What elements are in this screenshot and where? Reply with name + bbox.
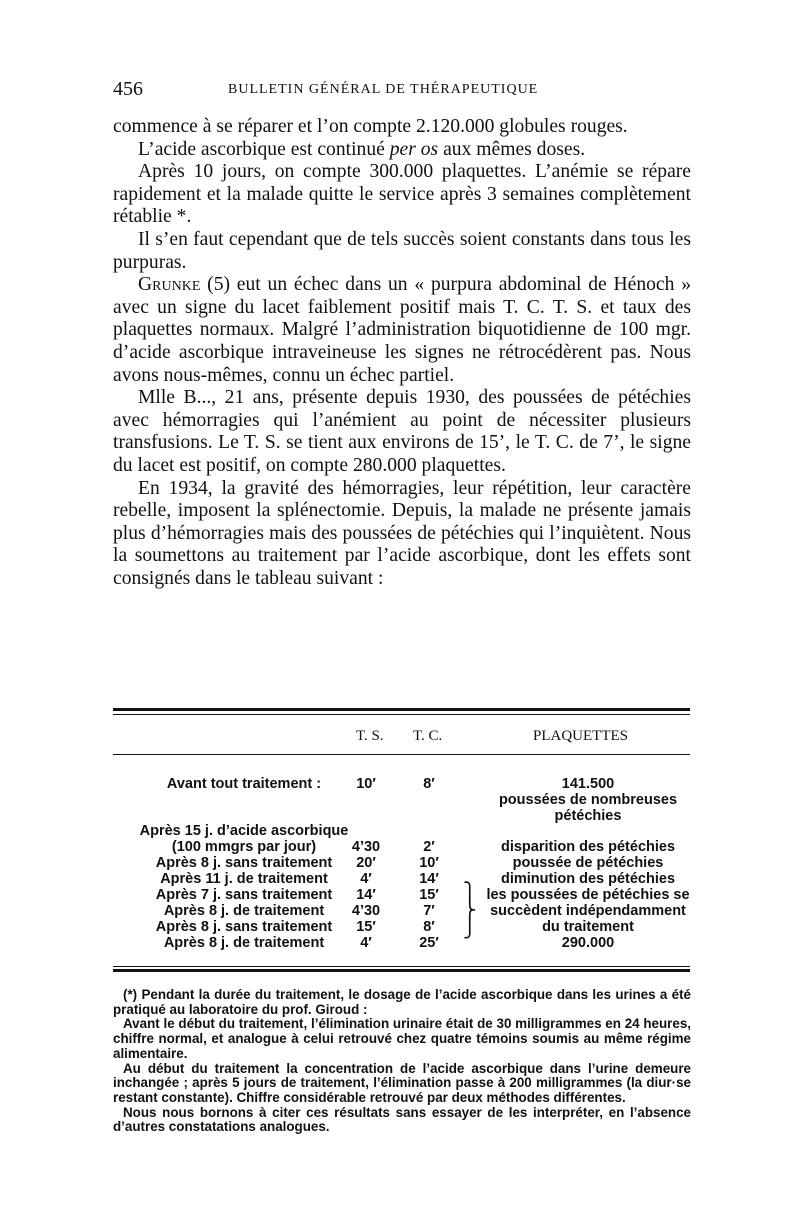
table-row-label: Après 8 j. sans traitement: [155, 855, 333, 871]
paragraph-5-text: (5) eut un échec dans un « purpura abdominal de Hénoch » avec un signe du lacet faiblement positif mais T. C. T. S. et taux des plaquettes normaux. Malgré l’administration biquotidienne de 100 mgr. d’acide ascorbique intraveineuse les signes ne rétrocédèrent pas. Nous avons nous-mêmes, connu un échec partiel.: [113, 274, 691, 386]
paragraph-1: commence à se réparer et l’on compte 2.120.000 globules rouges.: [113, 116, 628, 137]
table-row-plaquettes: poussée de pétéchies: [512, 855, 664, 871]
paragraph-6: Mlle B..., 21 ans, présente depuis 1930, des poussées de pétéchies avec hémorragies qui l’anémient au point de nécessiter plusieurs transfusions. Le T. S. se tient aux environs de 15’, le T. C. de 7’, le signe du lacet est positif, on compte 280.000 plaquettes.: [113, 387, 691, 476]
paragraph-2-part-c: aux mêmes doses.: [438, 138, 586, 160]
author-name: Grunke: [138, 274, 201, 296]
paragraph-4: Il s’en faut cependant que de tels succès soient constants dans tous les purpuras.: [113, 228, 691, 273]
footnote-2: Avant le début du traitement, l’élimination urinaire était de 30 milligrammes en 24 heures, chiffre normal, et analogue à celui retrouvé chez quatre témoins soumis au même régime alimentaire.: [113, 1016, 691, 1061]
table-row-label: Après 15 j. d’acide ascorbique: [139, 823, 349, 839]
table-row-tc: 14′: [419, 871, 439, 887]
table-row-ts: 4′: [360, 871, 372, 887]
table-row-label: Avant tout traitement :: [166, 776, 322, 792]
brace-middle: ⎬: [463, 900, 477, 921]
table-row-plaquettes: du traitement: [542, 919, 634, 935]
table-row-tc: 10′: [419, 855, 439, 871]
table-top-rule: [113, 708, 690, 711]
table-row-ts: 14′: [356, 887, 376, 903]
table-row-label: (100 mmgrs par jour): [171, 839, 317, 855]
table-bottom-rule: [113, 969, 690, 972]
footnote-1: (*) Pendant la durée du traitement, le dosage de l’acide ascorbique dans les urines a été pratiqué au laboratoire du prof. Giroud :: [113, 987, 691, 1017]
table-row-plaquettes: succèdent indépendamment: [490, 903, 686, 919]
table-row-label: Après 8 j. de traitement: [163, 935, 325, 951]
table-row-label: Après 8 j. sans traitement: [155, 919, 333, 935]
table-row-plaquettes: poussées de nombreuses: [498, 792, 678, 808]
table-top-rule-thin: [113, 714, 690, 715]
table-row-ts: 20′: [356, 855, 376, 871]
table-row-ts: 10′: [356, 776, 376, 792]
paragraph-5: [113, 274, 691, 387]
paragraph-2-italic: per os: [389, 138, 439, 160]
table-row-plaquettes: 290.000: [561, 935, 615, 951]
table-row-tc: 8′: [423, 776, 435, 792]
table-row-ts: 15′: [356, 919, 376, 935]
table-header-rule: [113, 754, 690, 755]
header-plaquettes: PLAQUETTES: [533, 728, 628, 744]
table-row-ts: 4’30: [351, 839, 381, 855]
table-row-tc: 25′: [419, 935, 439, 951]
header-ts: T. S.: [356, 728, 384, 744]
body-text: [113, 116, 691, 590]
table-row-plaquettes: 141.500: [561, 776, 615, 792]
running-title: BULLETIN GÉNÉRAL DE THÉRAPEUTIQUE: [228, 82, 539, 97]
table-row-plaquettes: disparition des pétéchies: [500, 839, 676, 855]
brace-bottom: ⎭: [463, 918, 477, 939]
table-row-ts: 4′: [360, 935, 372, 951]
table-row-tc: 15′: [419, 887, 439, 903]
header-tc: T. C.: [413, 728, 443, 744]
footnote-3: Au début du traitement la concentration de l’acide ascorbique dans l’urine demeure inchangée ; après 5 jours de traitement, l’élimination passe à 200 milligrammes (la diur·se restant constante). Chiffre considérable retrouvé par deux méthodes différentes.: [113, 1060, 691, 1105]
brace-top: ⎫: [463, 882, 477, 903]
table-row-plaquettes: diminution des pétéchies: [500, 871, 676, 887]
table-row-tc: 2′: [423, 839, 435, 855]
table-bottom-rule-thin: [113, 966, 690, 967]
paragraph-3: Après 10 jours, on compte 300.000 plaquettes. L’anémie se répare rapidement et la malade quitte le service après 3 semaines complètement rétablie *.: [113, 161, 691, 228]
footnote-4: Nous nous bornons à citer ces résultats sans essayer de les interpréter, en l’absence d’autres constatations analogues.: [113, 1104, 691, 1135]
paragraph-2-part-a: L’acide ascorbique est continué: [138, 138, 390, 160]
table-row-label: Après 11 j. de traitement: [160, 871, 328, 887]
table-row-tc: 8′: [423, 919, 435, 935]
paragraph-2: [113, 139, 691, 162]
table-row-ts: 4’30: [351, 903, 381, 919]
paragraph-7: En 1934, la gravité des hémorragies, leur répétition, leur caractère rebelle, imposent la splénectomie. Depuis, la malade ne présente jamais plus d’hémorragies mais des poussées de pétéchies qui l’inquiètent. Nous la soumettons au traitement par l’acide ascorbique, dont les effets sont consignés dans le tableau suivant :: [113, 477, 691, 589]
page-number: 456: [113, 78, 143, 100]
table-row-plaquettes: les poussées de pétéchies se: [486, 887, 690, 903]
table-row-label: Après 7 j. sans traitement: [155, 887, 333, 903]
footnotes: [113, 988, 691, 1135]
table-row-label: Après 8 j. de traitement: [163, 903, 325, 919]
table-row-plaquettes: pétéchies: [554, 808, 622, 824]
table-row-tc: 7′: [423, 903, 435, 919]
